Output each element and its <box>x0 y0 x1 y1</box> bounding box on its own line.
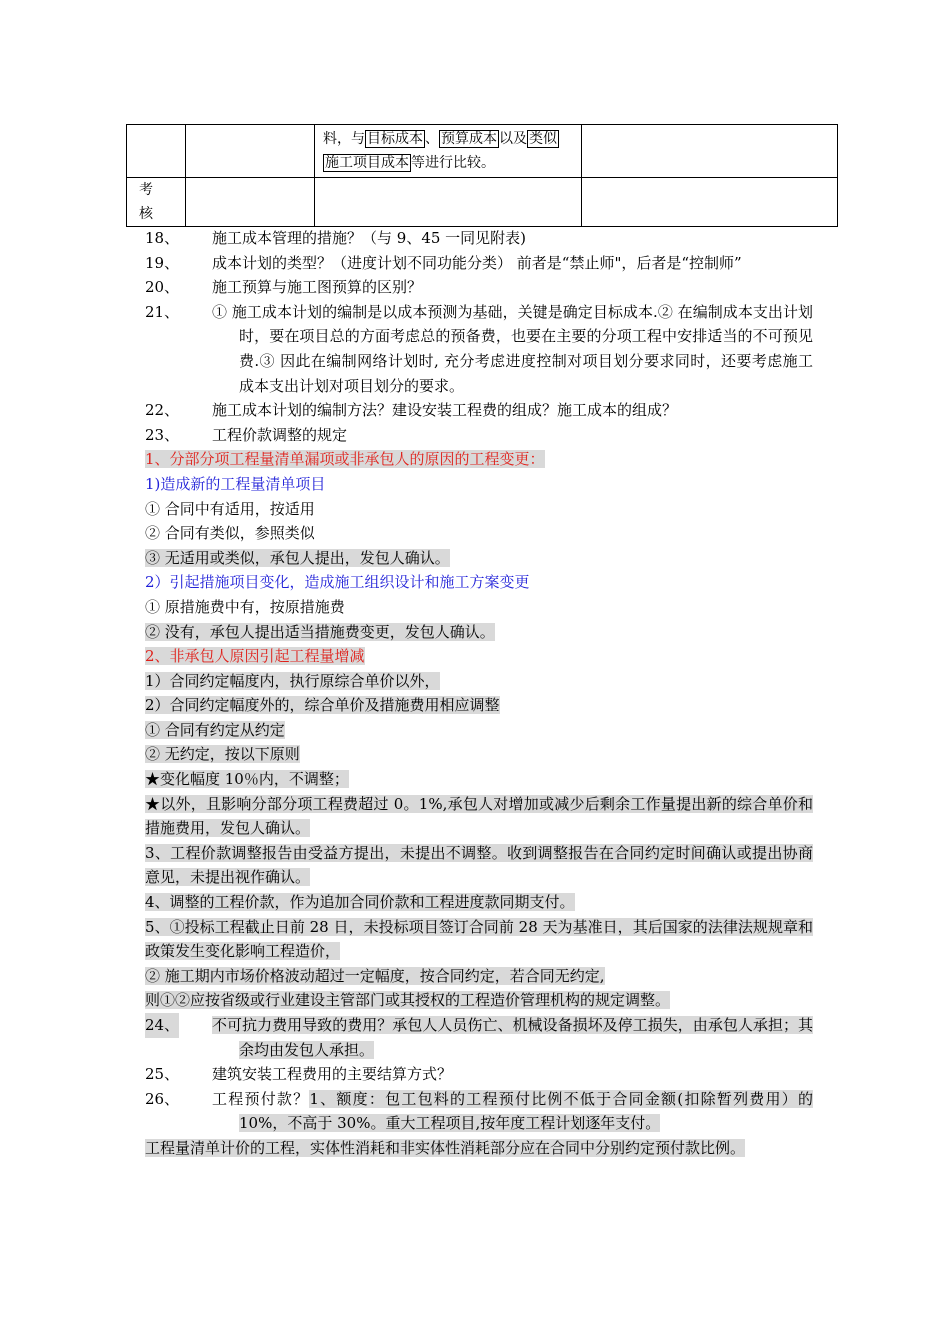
text-line: ① 合同中有适用，按适用 <box>145 499 315 518</box>
text-line: 1）合同约定幅度内，执行原综合单价以外， <box>145 671 440 690</box>
list-item: 21、 ① 施工成本计划的编制是以成本预测为基础，关键是确定目标成本.② 在编制成本支出计划时，要在项目总的方面考虑总的预备费，也要在主要的分项工程中安排适当的不可预见费.③ 因此在编制网络计划时, 充分考虑进度控制对项目划分要求同时，还要考虑施工成本支出计划对项目划分的要求。 <box>145 302 813 395</box>
text-line: 2）合同约定幅度外的，综合单价及措施费用相应调整 <box>145 696 500 715</box>
text-line: ★变化幅度 10％内，不调整； <box>145 770 349 789</box>
text-paragraph: ★以外，且影响分部分项工程费超过 0。1%,承包人对增加或减少后剩余工作量提出新的综合单价和措施费用，发包人确认。 <box>145 794 813 838</box>
table-cell <box>582 178 838 227</box>
text-line: ③ 无适用或类似，承包人提出，发包人确认。 <box>145 548 450 567</box>
document-body <box>145 226 813 1161</box>
text-line: 4、调整的工程价款，作为追加合同价款和工程进度款同期支付。 <box>145 893 575 912</box>
table-cell <box>186 178 315 227</box>
text-line: 则①②应按省级或行业建设主管部门或其授权的工程造价管理机构的规定调整。 <box>145 991 671 1010</box>
text-line: ① 合同有约定从约定 <box>145 720 285 739</box>
subsection-heading: 2）引起措施项目变化，造成施工组织设计和施工方案变更 <box>145 573 530 592</box>
subsection-heading: 1)造成新的工程量清单项目 <box>145 474 326 493</box>
list-item: 25、 建筑安装工程费用的主要结算方式？ <box>145 1065 453 1084</box>
text-line: ② 施工期内市场价格波动超过一定幅度，按合同约定，若合同无约定, <box>145 966 605 985</box>
text-line: ② 没有，承包人提出适当措施费变更，发包人确认。 <box>145 622 495 641</box>
table-cell <box>186 125 315 178</box>
list-item: 26、 工程预付款？1、额度：包工包料的工程预付比例不低于合同金额(扣除暂列费用）的 10%，不高于 30%。重大工程项目,按年度工程计划逐年支付。 <box>145 1089 813 1133</box>
list-item: 22、 施工成本计划的编制方法？建设安装工程费的组成？施工成本的组成？ <box>145 401 678 420</box>
section-heading: 1、分部分项工程量清单漏项或非承包人的原因的工程变更： <box>145 450 545 469</box>
text-paragraph: 5、①投标工程截止日前 28 日，未投标项目签订合同前 28 天为基准日，其后国家的法律法规规章和政策发生变化影响工程造价， <box>145 917 813 961</box>
table-cell <box>127 125 186 178</box>
list-item: 24、 不可抗力费用导致的费用？承包人人员伤亡、机械设备损坏及停工损失，由承包人承担；其余均由发包人承担。 <box>145 1013 813 1062</box>
text-line: 工程量清单计价的工程，实体性消耗和非实体性消耗部分应在合同中分别约定预付款比例。 <box>145 1138 746 1157</box>
section-heading: 2、非承包人原因引起工程量增减 <box>145 647 365 666</box>
cost-table <box>126 124 838 227</box>
text-line: ② 合同有类似，参照类似 <box>145 524 315 543</box>
list-item: 19、 成本计划的类型？（进度计划不同功能分类） 前者是“禁止师"，后者是“控制师” <box>145 253 742 272</box>
table-cell-comparison: 料，与 目标成本 、 预算成本 以及 类似 施工项目成本 等进行比较。 <box>315 125 582 178</box>
list-item: 18、 施工成本管理的措施？（与 9、45 一同见附表) <box>145 229 527 247</box>
table-cell <box>582 125 838 178</box>
text-line: ② 无约定，按以下原则 <box>145 745 300 764</box>
text-paragraph: 3、工程价款调整报告由受益方提出，未提出不调整。收到调整报告在合同约定时间确认或提出协商意见，未提出视作确认。 <box>145 843 813 887</box>
text-line: ① 原措施费中有，按原措施费 <box>145 597 345 616</box>
list-item: 23、 工程价款调整的规定 <box>145 425 348 444</box>
table-cell <box>315 178 582 227</box>
table-cell-kaohe: 考 核 <box>127 178 186 227</box>
list-item: 20、 施工预算与施工图预算的区别？ <box>145 278 423 297</box>
